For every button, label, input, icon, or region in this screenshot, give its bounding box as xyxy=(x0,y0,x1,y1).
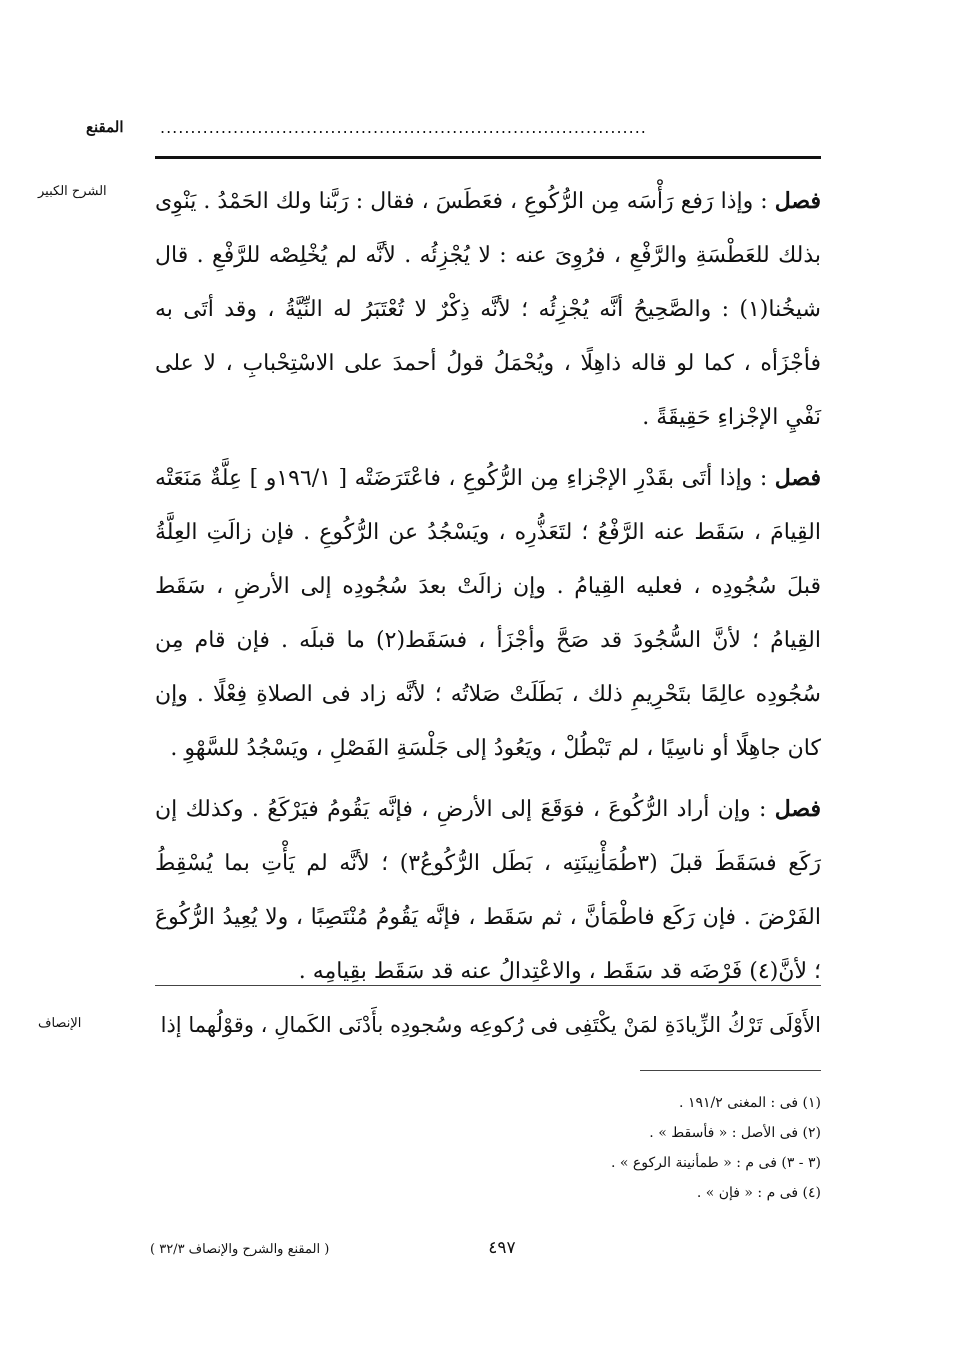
footnote: (١) فى : المغنى ١٩١/٢ . xyxy=(679,1095,821,1111)
section-divider xyxy=(155,985,821,986)
section-paragraph xyxy=(155,451,821,776)
section-body: : وإن أراد الرُّكُوعَ ، فوَقَعَ إلى الأرضِ ، فإنَّه يَقُومُ فيَرْكَعُ . وكذلك إن رَكَع فسَقَطَ قبلَ (٣طُمَأْنِينَتِه ، بَطَل الرُّكُوعُ٣) ؛ لأنَّه لم يَأْتِ بما يُسْقِطُ الفَرْضَ . فإن رَكَع فاطْمَأنَّ ، ثم سَقَط ، فإنَّه يَقُومُ مُنْتَصِبًا ، ولا يُعِيدُ الرُّكُوعَ ؛ لأنَّ(٤) فَرْضَه قد سَقَط ، والاعْتِدالُ عنه قد سَقَط بقِيامِه . xyxy=(155,797,821,984)
section-heading: فصل xyxy=(774,465,821,491)
section-paragraph xyxy=(155,782,821,999)
footnote: (٣ - ٣) فى م : « طمأنينة الركوع » . xyxy=(610,1155,821,1171)
footnote-rule xyxy=(640,1070,821,1071)
footnotes xyxy=(400,1088,821,1208)
margin-label-insaf: الإنصاف xyxy=(38,1016,82,1031)
footnote: (٤) فى م : « فإن » . xyxy=(696,1185,821,1201)
header-dotted-leader: ................................................................................ xyxy=(160,118,647,137)
insaf-text: الأَوْلَى تَرْكُ الزِّيادَةِ لمَنْ يكْتَفِى فى رُكوعِه وسُجودِه بأَدْنَى الكَمالِ ، وقوْلُهما إذا xyxy=(160,1013,821,1037)
section-heading: فصل xyxy=(774,796,821,822)
volume-reference: ( المقنع والشرح والإنصاف ٣٢/٣ ) xyxy=(150,1242,330,1257)
section-heading: فصل xyxy=(774,188,821,214)
margin-label-sharh: الشرح الكبير xyxy=(38,184,107,199)
main-text xyxy=(155,174,821,999)
footnote: (٢) فى الأصل : « فأسقط » . xyxy=(649,1125,821,1141)
running-header-title: المقنع xyxy=(86,118,124,136)
section-paragraph xyxy=(155,174,821,445)
page-number: ٤٩٧ xyxy=(488,1238,516,1258)
section-body: : وإذا أتَى بقَدْرِ الإجْزاءِ مِن الرُّكُوعِ ، فاعْتَرَضَتْه [ ١٩٦/١و ] عِلَّةٌ مَنَعَتْه القِيامَ ، سَقَط عنه الرَّفْعُ ؛ لتَعَذُّرِه ، ويَسْجُدُ عن الرُّكُوعِ . فإن زالَتِ العِلَّةُ قبلَ سُجُودِه ، فعليه القِيامُ . وإن زالَتْ بعدَ سُجُودِه إلى الأرضِ ، سَقَط القِيامُ ؛ لأنَّ السُّجُودَ قد صَحَّ وأجْزَأ ، فسَقَط(٢) ما قبلَه . فإن قام مِن سُجُودِه عالِمًا بتَحْرِيمِ ذلك ، بَطَلَتْ صَلاتُه ؛ لأنَّه زاد فى الصلاةِ فِعْلًا . وإن كان جاهِلًا أو ناسِيًا ، لم تَبْطُلْ ، ويَعُودُ إلى جَلْسَةِ الفَصْلِ ، ويَسْجُدُ للسَّهْوِ . xyxy=(155,466,821,761)
section-body: : وإذا رَفع رَأْسَه مِن الرُّكُوعِ ، فعَطَسَ ، فقال : رَبَّنا ولك الحَمْدُ . يَنْوِى بذلك للعَطْسَةِ والرَّفْعِ ، فرُوِىَ عنه : لا يُجْزِئُه . لأنَّه لم يُخْلِصْه للرَّفْعِ . قال شيخُنا(١) : والصَّحِيحُ أنَّه يُجْزِئُه ؛ لأنَّه ذِكْرٌ لا تُعْتَبَرُ له النِّيَّةُ ، وقد أتَى به فأجْزَأه ، كما لو قاله ذاهِلًا ، ويُحْمَلُ قولُ أحمدَ على الاسْتِحْبابِ ، لا على نَفْيِ الإجْزاءِ حَقِيقَةً . xyxy=(155,189,821,430)
header-rule xyxy=(155,156,821,159)
